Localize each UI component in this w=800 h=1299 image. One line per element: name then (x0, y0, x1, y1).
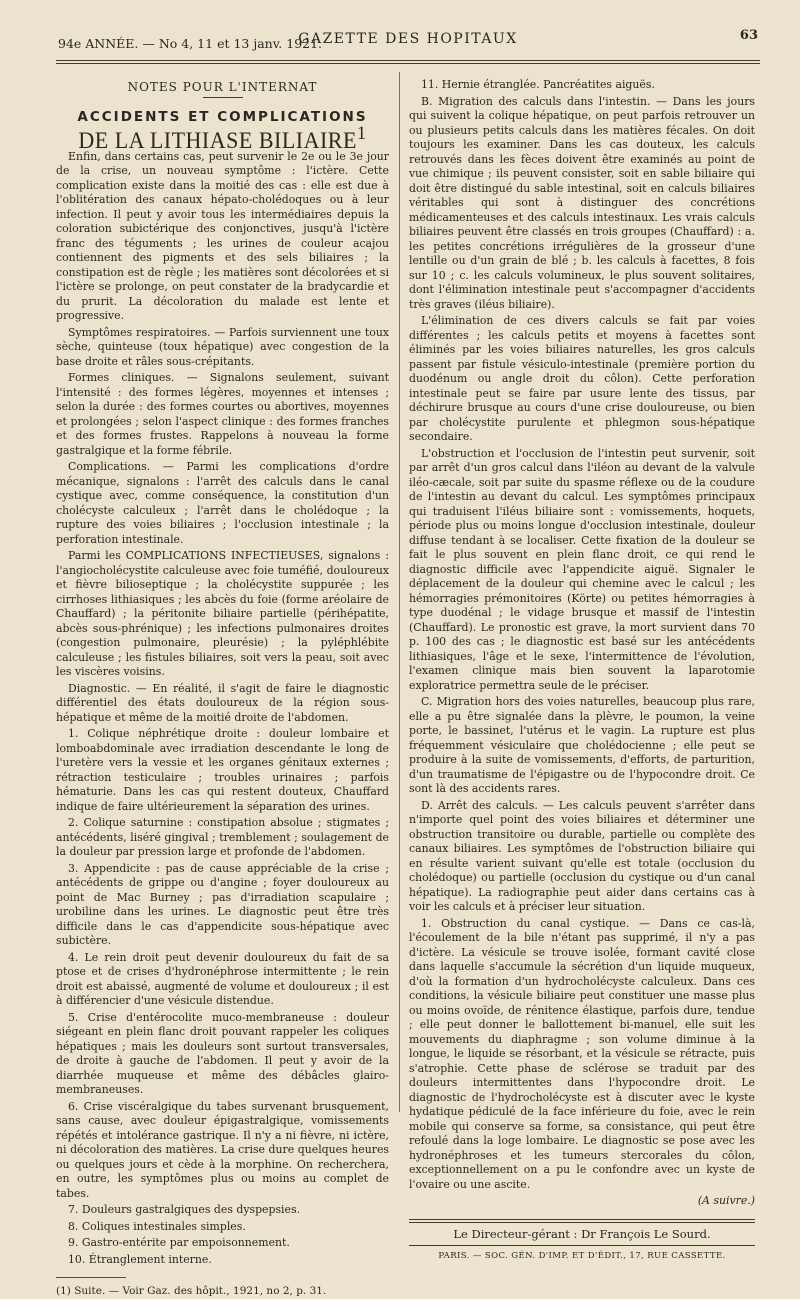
list-item: 4. Le rein droit peut devenir douloureux du fait de sa ptose et de crises d'hydronéphrose intermittente ; le rein droit est abaissé, augmenté de volume et douloureux ; il est à différencier d'une vésicule distendue. (56, 950, 389, 1008)
article-kicker: NOTES POUR L'INTERNAT (127, 80, 318, 94)
page-header (58, 26, 758, 58)
paragraph: Diagnostic. — En réalité, il s'agit de faire le diagnostic différentiel des états douloureux de la région sous-hépatique et même de la moitié droite de l'abdomen. (56, 681, 389, 724)
footnote-rule (56, 1277, 126, 1278)
paragraph: Parmi les COMPLICATIONS INFECTIEUSES, signalons : l'angiocholécystite calculeuse avec foie tuméfié, douloureux et fièvre bilioseptique ; la cholécystite suppurée ; les cirrhoses lithiasiques ; les abcès du foie (forme aréolaire de Chauffard) ; la péritonite biliaire partielle (périhépatite, abcès sous-phrénique) ; les infections pulmonaires droites (congestion pulmonaire, pleurésie) ; la pyléphlébite calculeuse ; les fistules biliaires, soit vers la peau, soit avec les viscères voisins. (56, 549, 389, 679)
right-column (409, 78, 755, 1261)
list-item: 7. Douleurs gastralgiques des dyspepsies. (68, 1203, 301, 1217)
paragraph: B. Migration des calculs dans l'intestin. — Dans les jours qui suivent la colique hépatique, on peut parfois retrouver un ou plusieurs petits calculs dans les matières fécales. On doit toujours les examiner. Dans les cas douteux, les calculs retrouvés dans les fèces doivent être examinés au point de vue chimique ; ils peuvent consister, soit en sable biliaire qui doit être distingué du sable intestinal, soit en calculs biliaires véritables qui sont à distinguer des concrétions médicamenteuses et des calculs intestinaux. Les vrais calculs biliaires peuvent être classés en trois groupes (Chauffard) : a. les petites concrétions irrégulières de la grosseur d'une lentille ou d'un grain de blé ; b. les calculs à facettes, 8 fois sur 10 ; c. les calculs volumineux, le plus souvent solitaires, dont l'élimination intestinale peut s'accompagner d'accidents très graves (iléus biliaire). (409, 94, 755, 311)
to-be-continued: (A suivre.) (697, 1194, 755, 1207)
director-credit: Le Directeur-gérant : Dr François Le Sourd. (453, 1226, 711, 1241)
list-item: 2. Colique saturnine : constipation absolue ; stigmates ; antécédents, liséré gingival ; tremblement ; soulagement de la douleur par pression large et profonde de l'abdomen. (56, 816, 389, 859)
footnote: (1) Suite. — Voir Gaz. des hôpit., 1921, no 2, p. 31. (56, 1285, 327, 1298)
article-subtitle: ACCIDENTS ET COMPLICATIONS (77, 108, 368, 125)
paragraph: C. Migration hors des voies naturelles, beaucoup plus rare, elle a pu être signalée dans la plèvre, le poumon, la veine porte, le bassinet, l'utérus et le vagin. La rupture est plus fréquemment vésiculaire que cholédocienne ; elle peut se produire à la suite de vomissements, d'efforts, de parturition, d'un traumatisme de l'épigastre ou de l'hypocondre droit. Ce sont là des accidents rares. (409, 695, 755, 795)
page-number: 63 (739, 28, 758, 43)
paragraph: D. Arrêt des calculs. — Les calculs peuvent s'arrêter dans n'importe quel point des voies biliaires et déterminer une obstruction transitoire ou durable, partielle ou complète des canaux biliaires. Les symptômes de l'obstruction biliaire qui en résulte varient suivant qu'elle est totale (occlusion du cholédoque) ou partielle (occlusion du cystique ou d'un canal hépatique). La radiographie peut aider dans certains cas à voir les calculs et à préciser leur situation. (409, 798, 755, 913)
article-title (56, 122, 389, 154)
paragraph: 1. Obstruction du canal cystique. — Dans ce cas-là, l'écoulement de la bile n'étant pas supprimé, il n'y a pas d'ictère. La vésicule se trouve isolée, formant cavité close dans laquelle s'accumule la sécrétion d'un liquide muqueux, d'où la formation d'un hydrocholécyste calculeux. Dans ces conditions, la vésicule biliaire peut constituer une masse plus ou moins ovoïde, de rénitence élastique, parfois dure, tendue ; elle peut donner le ballottement bi-manuel, elle suit les mouvements du diaphragme ; son volume diminue à la longue, le liquide se résorbant, et la vésicule se rétracte, puis s'atrophie. Cette phase de sclérose se traduit par des douleurs intermittentes dans l'hypocondre droit. Le diagnostic de l'hydrocholécyste est à discuter avec le kyste hydatique pédiculé de la face inférieure du foie, avec le rein mobile qui conserve sa forme, sa consistance, qui peut être refoulé dans la loge lombaire. Le diagnostic se pose avec les hydronéphroses et les tumeurs stercorales du côlon, exceptionnellement on a pu le confondre avec un kyste de l'ovaire ou une ascite. (409, 916, 755, 1191)
paragraph: Formes cliniques. — Signalons seulement, suivant l'intensité : des formes légères, moyennes et intenses ; selon la durée : des formes courtes ou abortives, moyennes et prolongées ; selon l'aspect clinique : des formes franches et des formes frustes. Rappelons à nouveau la forme gastralgique et la forme fébrile. (56, 371, 389, 457)
column-separator (399, 72, 400, 1112)
footer-rule (409, 1219, 755, 1220)
paragraph: L'obstruction et l'occlusion de l'intestin peut survenir, soit par arrêt d'un gros calcul dans l'iléon au devant de la valvule iléo-cæcale, soit par suite du spasme réflexe ou de la coudure de l'intestin au devant du calcul. Les symptômes principaux qui traduisent l'iléus biliaire sont : vomissements, hoquets, période plus ou moins longue d'occlusion intestinale, douleur diffuse tendant à se localiser. Cette fixation de la douleur se fait le plus souvent en plein flanc droit, ce qui rend le diagnostic difficile avec l'appendicite aiguë. Signaler le déplacement de la douleur qui chemine avec le calcul ; les hémorragies prémonitoires (Körte) ou petites hémorragies à type duodénal ; le vidage brusque et massif de l'intestin (Chauffard). Le pronostic est grave, la mort survient dans 70 p. 100 des cas ; le diagnostic est basé sur les antécédents lithiasiques, l'âge et le sexe, l'intermittence de l'évolution, l'examen clinique mais bien souvent la laparotomie exploratrice permettra seule de le préciser. (409, 446, 755, 692)
paragraph: Symptômes respiratoires. — Parfois surviennent une toux sèche, quinteuse (toux hépatique) avec congestion de la base droite et râles sous-crépitants. (56, 325, 389, 368)
list-item: 6. Crise viscéralgique du tabes survenant brusquement, sans cause, avec douleur épigastralgique, vomissements répétés et intolérance gastrique. Il n'y a ni fièvre, ni ictère, ni décoloration des matières. La crise dure quelques heures ou quelques jours et cède à la morphine. On recherchera, en outre, les symptômes plus ou moins au complet de tabes. (56, 1099, 389, 1200)
footer-rule (409, 1222, 755, 1223)
header-rule (56, 60, 760, 61)
list-item: 8. Coliques intestinales simples. (68, 1219, 246, 1233)
divider (203, 97, 243, 98)
issue-info: 94e ANNÉE. — No 4, 11 et 13 janv. 1921. (58, 36, 323, 51)
paragraph: Enfin, dans certains cas, peut survenir le 2e ou le 3e jour de la crise, un nouveau symptôme : l'ictère. Cette complication existe dans la moitié des cas : elle est due à l'oblitération des canaux hépato-cholédoques ou à leur infection. Il peut y avoir tous les intermédiaires depuis la coloration subictérique des conjonctives, jusqu'à l'ictère franc des téguments ; les urines de couleur acajou contiennent des pigments et des sels biliaires ; la constipation est de règle ; les matières sont décolorées et si l'ictère se prolonge, on peut constater de la bradycardie et du prurit. La décoloration du malade est lente et progressive. (56, 149, 389, 323)
list-item: 10. Étranglement interne. (68, 1252, 212, 1266)
printer-credit: PARIS. — SOC. GÉN. D'IMP. ET D'ÉDIT., 17, RUE CASSETTE. (438, 1251, 726, 1261)
article-title-text: DE LA LITHIASE BILIAIRE (78, 126, 357, 154)
list-item: 3. Appendicite : pas de cause appréciable de la crise ; antécédents de grippe ou d'angine ; foyer douloureux au point de Mac Burney ; pas d'irradiation scapulaire ; urobiline dans les urines. Le diagnostic peut être très difficile dans le cas d'appendicite sous-hépatique avec subictère. (56, 861, 389, 948)
left-column (56, 78, 389, 1298)
journal-title: GAZETTE DES HOPITAUX (298, 31, 518, 47)
paragraph: Complications. — Parmi les complications d'ordre mécanique, signalons : l'arrêt des calculs dans le canal cystique avec, comme conséquence, la constitution d'un cholécyste calculeux ; l'arrêt dans le cholédoque ; la rupture des voies biliaires ; l'occlusion intestinale ; la perforation intestinale. (56, 460, 389, 546)
title-footnote-marker: 1 (356, 122, 367, 144)
footer-rule (409, 1245, 755, 1246)
list-item: 11. Hernie étranglée. Pancréatites aiguës. (421, 78, 655, 91)
header-rule (56, 63, 760, 64)
list-item: 1. Colique néphrétique droite : douleur lombaire et lomboabdominale avec irradiation descendante le long de l'uretère vers la vessie et les organes génitaux externes ; rétraction testiculaire ; troubles urinaires ; parfois hématurie. Dans les cas qui restent douteux, Chauffard indique de faire ultérieurement la séparation des urines. (56, 727, 389, 813)
list-item: 5. Crise d'entérocolite muco-membraneuse : douleur siégeant en plein flanc droit pouvant rappeler les coliques hépatiques ; mais les douleurs sont surtout transversales, de droite à gauche de l'abdomen. Il peut y avoir de la diarrhée muqueuse et même des débâcles glairo-membraneuses. (56, 1010, 389, 1097)
paragraph: L'élimination de ces divers calculs se fait par voies différentes ; les calculs petits et moyens à facettes sont éliminés par les voies biliaires naturelles, les gros calculs passent par fistule vésiculo-intestinale (première portion du duodénum ou angle droit du côlon). Cette perforation intestinale peut se faire par usure lente des tissus, par déchirure brusque au cours d'une crise douloureuse, ou bien par cholécystite purulente et phlegmon sous-hépatique secondaire. (409, 314, 755, 443)
list-item: 9. Gastro-entérite par empoisonnement. (68, 1236, 290, 1250)
